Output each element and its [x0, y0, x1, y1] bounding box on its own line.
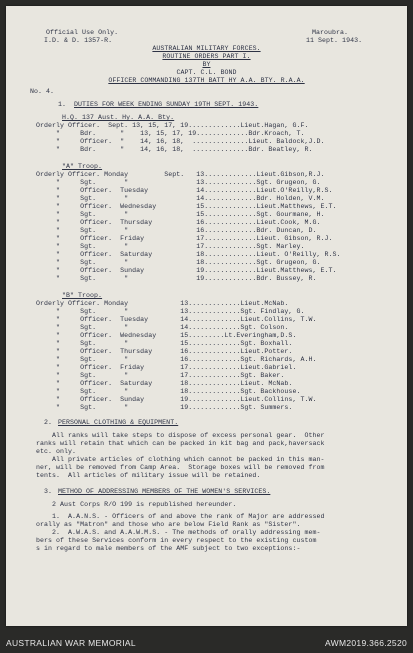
document-page	[6, 6, 407, 626]
title-line-2: ROUTINE ORDERS PART I.	[162, 53, 251, 60]
b-troop-row: " Sgt. " 15.............Sgt. Boxhall.	[36, 340, 293, 347]
b-troop-row: " Sgt. " 18.............Sgt. Backhouse.	[36, 388, 301, 395]
hq-roster-row: " Bdr. " 13, 15, 17, 19.............Bdr.Kroach, T.	[36, 130, 305, 137]
header-reference: I.D. & D. 1357-R.	[44, 37, 113, 44]
a-troop-row: Orderly Officer. Monday Sept. 13.............Lieut.Gibson,R.J.	[36, 171, 325, 178]
section-2-line: ranks will retain that which can be packed in kit bag and pack,haversack	[36, 440, 325, 447]
footer-accession-id: AWM2019.366.2520	[325, 638, 407, 648]
section-3-line: 1. A.A.N.S. - Officers of and above the rank of Major are addressed	[36, 513, 325, 520]
section-3-number: 3.	[44, 488, 53, 495]
footer-institution: AUSTRALIAN WAR MEMORIAL	[6, 638, 136, 648]
header-classification: Official Use Only.	[46, 29, 119, 36]
b-troop-row: " Sgt. " 17.............Sgt. Baker.	[36, 372, 285, 379]
a-troop-row: " Officer. Tuesday 14.............Lieut.O'Reilly,R.S.	[36, 187, 333, 194]
section-3-line: bers of these Services conform in every respect to the existing custom	[36, 537, 317, 544]
section-3-line: 2 Aust Corps R/O 199 is republished hereunder.	[36, 501, 237, 508]
header-location: Maroubra.	[312, 29, 349, 36]
a-troop-row: " Officer. Sunday 19.............Lieut.Matthews, E.T.	[36, 267, 337, 274]
section-3-line: 2. A.W.A.S. and A.A.W.M.S. - The methods of orally addressing mem-	[36, 529, 321, 536]
section-2-title: PERSONAL CLOTHING & EQUIPMENT.	[58, 419, 179, 426]
a-troop-row: " Officer. Friday 17.............Lieut. Gibson, R.J.	[36, 235, 333, 242]
b-troop-row: " Officer. Tuesday 14.............Lieut.Collins, T.W.	[36, 316, 317, 323]
hq-heading: H.Q. 137 Aust. Hy. A.A. Bty.	[62, 114, 175, 121]
a-troop-row: " Officer. Wednesday 15.............Lieut.Matthews, E.T.	[36, 203, 337, 210]
title-line-3: BY	[202, 61, 211, 68]
section-2-line: etc. only.	[36, 448, 77, 455]
section-2-line: All private articles of clothing which cannot be packed in this man-	[36, 456, 325, 463]
b-troop-row: " Officer. Friday 17.............Lieut.Gabriel.	[36, 364, 297, 371]
a-troop-row: " Sgt. " 15.............Sgt. Gourmane, H.	[36, 211, 325, 218]
hq-roster-row: " Bdr. " 14, 16, 18, ..............Bdr. Beatley, R.	[36, 146, 313, 153]
title-line-4: CAPT. C.L. BOND	[176, 69, 237, 76]
b-troop-row: " Officer. Sunday 19.............Lieut.Collins, T.W.	[36, 396, 317, 403]
b-troop-row: " Officer. Saturday 18.............Lieut. McNab.	[36, 380, 293, 387]
b-troop-row: " Sgt. " 16.............Sgt. Richards, A.H.	[36, 356, 317, 363]
a-troop-heading: "A" Troop.	[62, 163, 103, 170]
section-3-line: s in regard to male members of the AMF subject to two exceptions:-	[36, 545, 301, 552]
section-2-line: All ranks will take steps to dispose of excess personal gear. Other	[36, 432, 325, 439]
section-2-number: 2.	[44, 419, 53, 426]
title-line-1: AUSTRALIAN MILITARY FORCES.	[152, 45, 261, 52]
hq-roster-row: Orderly Officer. Sept. 13, 15, 17, 19.............Lieut.Hagan, G.F.	[36, 122, 309, 129]
section-1-number: 1.	[58, 101, 67, 108]
a-troop-row: " Sgt. " 18.............Sgt. Grugeon, G.	[36, 259, 321, 266]
hq-roster-row: " Officer. " 14, 16, 18, ..............Lieut. Baldock,J.D.	[36, 138, 325, 145]
a-troop-row: " Sgt. " 13.............Sgt. Grugeon, G.	[36, 179, 321, 186]
b-troop-row: " Sgt. " 19.............Sgt. Summers.	[36, 404, 293, 411]
a-troop-row: " Sgt. " 14.............Bdr. Holden, V.M.	[36, 195, 325, 202]
b-troop-row: " Officer. Wednesday 15.........Lt.Everingham,D.S.	[36, 332, 297, 339]
a-troop-row: " Officer. Thursday 16.............Lieut.Cook, M.G.	[36, 219, 321, 226]
a-troop-row: " Officer. Saturday 18.............Lieut. O'Reilly, R.S.	[36, 251, 341, 258]
b-troop-row: " Officer. Thursday 16.............Lieut.Potter.	[36, 348, 293, 355]
b-troop-heading: "B" Troop.	[62, 292, 103, 299]
section-3-title: METHOD OF ADDRESSING MEMBERS OF THE WOMEN'S SERVICES.	[58, 488, 271, 495]
title-line-5: OFFICER COMMANDING 137TH BATT HY A.A. BTY. R.A.A.	[108, 77, 305, 84]
order-number: No. 4.	[30, 88, 55, 95]
a-troop-row: " Sgt. " 16.............Bdr. Duncan, D.	[36, 227, 317, 234]
b-troop-row: " Sgt. " 13.............Sgt. Findlay, G.	[36, 308, 305, 315]
a-troop-row: " Sgt. " 17.............Sgt. Marley.	[36, 243, 305, 250]
section-2-line: ner, will be removed from Camp Area. Storage boxes will be removed from	[36, 464, 325, 471]
a-troop-row: " Sgt. " 19.............Bdr. Bussey, R.	[36, 275, 317, 282]
section-3-line: orally as "Matron" and those who are below Field Rank as "Sister".	[36, 521, 301, 528]
header-date: 11 Sept. 1943.	[306, 37, 363, 44]
b-troop-row: Orderly Officer. Monday 13.............Lieut.McNab.	[36, 300, 289, 307]
section-1-title: DUTIES FOR WEEK ENDING SUNDAY 19TH SEPT. 1943.	[74, 101, 259, 108]
section-2-line: tents. All articles of military issue will be retained.	[36, 472, 261, 479]
b-troop-row: " Sgt. " 14.............Sgt. Colson.	[36, 324, 289, 331]
